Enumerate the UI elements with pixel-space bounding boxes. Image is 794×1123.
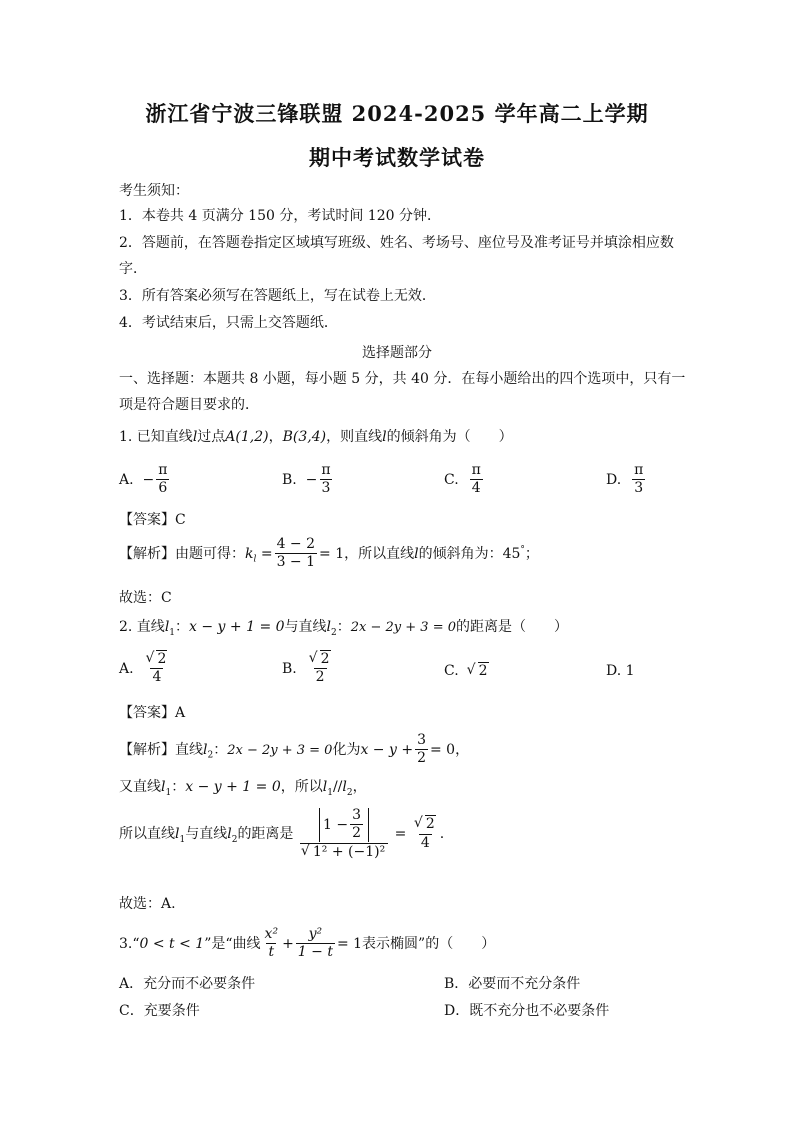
q2-stem: 2. 直线$l_1$：x − y + 1 = 0与直线$l_2$：2x − 2y + 3 = 0的距离是（ ） xyxy=(119,619,568,638)
q2-option-d: D. 1 xyxy=(606,663,635,679)
q2-option-c: C. √ 2 xyxy=(444,661,489,681)
q2-answer: 【答案】A xyxy=(119,705,186,721)
q3-option-c: C．充要条件 xyxy=(119,1003,200,1019)
q1-option-d: D. $\frac{\pi}{3}$ xyxy=(606,462,644,497)
q1-analysis: 【解析】由题可得：$k_l$ = $\frac{4 - 2}{3 - 1}$ = 1，所以直线l的倾斜角为：45°； xyxy=(119,536,539,571)
q3-option-d: D．既不充分也不必要条件 xyxy=(444,1003,610,1019)
q1-option-a: A. − $\frac{\pi}{6}$ xyxy=(119,462,168,497)
q3-option-b: B．必要而不充分条件 xyxy=(444,976,581,992)
notice-item-2: 2．答题前，在答题卷指定区域填写班级、姓名、考场号、座位号及准考证号并填涂相应数 xyxy=(119,235,674,251)
section-intro-2: 项是符合题目要求的． xyxy=(119,397,259,413)
q2-option-a: A. √ $\frac{2}{4}$ xyxy=(119,652,171,686)
q3-stem: 3.“0 < t < 1”是“曲线 $\frac{\text{x²}}{t}$ + $\frac{\text{y²}}{1 - t}$ = 1表示椭圆”的（ ） xyxy=(119,926,496,961)
notice-item-4: 4．考试结束后，只需上交答题纸． xyxy=(119,315,338,331)
notice-heading: 考生须知： xyxy=(119,183,189,199)
q2-analysis-line1: 【解析】直线$l_2$：2x − 2y + 3 = 0化为x − y + $\frac{3}{2}$ = 0， xyxy=(119,732,470,767)
section-label: 选择题部分 xyxy=(362,345,432,361)
exam-title-line1: 浙江省宁波三锋联盟 2024-2025 学年高二上学期 xyxy=(145,101,649,126)
q1-answer: 【答案】C xyxy=(119,512,186,528)
q3-option-a: A．充分而不必要条件 xyxy=(119,976,256,992)
q2-conclusion: 故选：A. xyxy=(119,896,176,912)
q2-analysis-line3: 所以直线$l_1$与直线$l_2$的距离是 1 − $\frac{3}{2}$ √ 1² + (−1)² = √ $\frac{2}{4}$ . xyxy=(119,808,444,860)
exam-title-line2: 期中考试数学试卷 xyxy=(309,145,485,170)
q1-conclusion: 故选：C xyxy=(119,590,172,606)
q1-option-b: B. − $\frac{\pi}{3}$ xyxy=(282,462,331,497)
notice-item-3: 3．所有答案必须写在答题纸上，写在试卷上无效． xyxy=(119,288,436,304)
q2-analysis-line2: 又直线$l_1$：x − y + 1 = 0，所以$l_1//l_2$， xyxy=(119,779,367,798)
q1-option-c: C. $\frac{\pi}{4}$ xyxy=(444,462,481,497)
notice-item-1: 1．本卷共 4 页满分 150 分，考试时间 120 分钟． xyxy=(119,208,441,224)
q1-stem: 1. 已知直线l过点A(1,2)，B(3,4)，则直线l的倾斜角为（ ） xyxy=(119,429,513,445)
section-intro-1: 一、选择题：本题共 8 小题，每小题 5 分，共 40 分．在每小题给出的四个选项中，只有一 xyxy=(119,371,686,387)
notice-item-2-cont: 字． xyxy=(119,261,147,277)
q2-option-b: B. √ $\frac{2}{2}$ xyxy=(282,652,335,686)
